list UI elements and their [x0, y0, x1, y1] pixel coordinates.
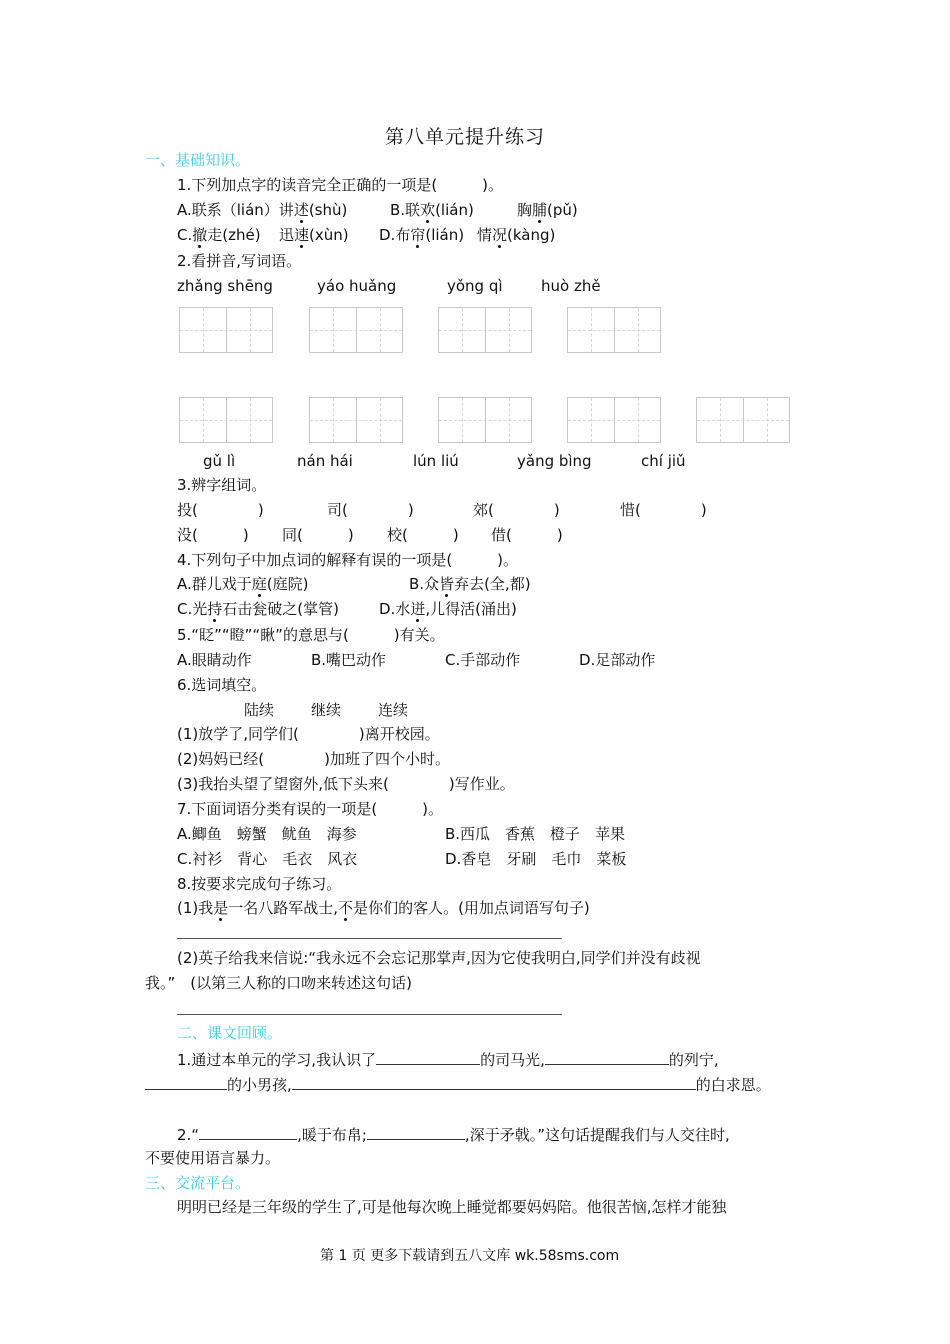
exchange-text: 明明已经是三年级的学生了,可是他每次晚上睡觉都要妈妈陪。他很苦恼,怎样才能独 [177, 1198, 727, 1216]
q6-sentence-1: (1)放学了,同学们( )离开校园。 [177, 725, 440, 743]
q4-option-c: C.光持石击瓮破之(掌管) [177, 600, 339, 618]
q7-option-d: D.香皂 牙刷 毛巾 菜板 [445, 850, 627, 868]
page-footer: 第 1 页 更多下载请到五八文库 wk.58sms.com [320, 1248, 620, 1264]
pinyin-5: gǔ lì [203, 452, 236, 470]
fill-blank[interactable] [545, 1048, 669, 1065]
q1-option-c: C.撤走(zhé) [177, 226, 261, 244]
writing-grid[interactable] [438, 397, 532, 443]
char-word-item: 司( ) [327, 501, 414, 519]
pinyin-2: yáo huǎng [317, 277, 397, 295]
q4-option-a: A.群儿戏于庭(庭院) [177, 575, 309, 593]
review-q1-line1: 1.通过本单元的学习,我认识了 的司马光, 的列宁, [177, 1048, 719, 1070]
q8-stem: 8.按要求完成句子练习。 [177, 875, 342, 893]
q6-sentence-3: (3)我抬头望了望窗外,低下头来( )写作业。 [177, 775, 515, 793]
pinyin-9: chí jiǔ [641, 452, 686, 470]
q5-option-b: B.嘴巴动作 [311, 651, 387, 669]
q1-option-d: D.布帘(lián) [379, 226, 465, 244]
answer-line[interactable] [177, 938, 562, 939]
q7-option-b: B.西瓜 香蕉 橙子 苹果 [445, 825, 626, 843]
char-word-item: 校( ) [387, 526, 459, 544]
writing-grid[interactable] [567, 397, 661, 443]
q4-option-b: B.众皆弃去(全,都) [409, 575, 531, 593]
writing-grid[interactable] [179, 397, 273, 443]
char-word-item: 郊( ) [473, 501, 560, 519]
q4-stem: 4.下列句子中加点词的解释有误的一项是( )。 [177, 551, 519, 569]
q4-option-d: D.水迸,儿得活(涌出) [379, 600, 517, 618]
fill-blank[interactable] [292, 1073, 696, 1090]
q8-sentence-2-line2: 我。” (以第三人称的口吻来转述这句话) [145, 974, 412, 992]
char-word-item: 借( ) [491, 526, 563, 544]
writing-grid[interactable] [696, 397, 790, 443]
pinyin-7: lún liú [413, 452, 459, 470]
word-choice: 陆续 [244, 701, 275, 719]
review-q2-line1: 2.“ ,暖于布帛; ,深于矛戟。”这句话提醒我们与人交往时, [177, 1123, 730, 1145]
q1-option-b: B.联欢(lián) [390, 201, 474, 219]
q1-option-d-2: 情况(kàng) [477, 226, 556, 244]
q1-stem: 1.下列加点字的读音完全正确的一项是( )。 [177, 176, 504, 194]
q2-stem: 2.看拼音,写词语。 [177, 252, 302, 270]
review-q1-line2: 的小男孩, 的白求恩。 [145, 1073, 771, 1095]
pinyin-8: yǎng bìng [517, 452, 592, 470]
q5-stem: 5.“眨”“瞪”“瞅”的意思与( )有关。 [177, 626, 445, 644]
char-word-item: 投( ) [177, 501, 264, 519]
writing-grid[interactable] [309, 397, 403, 443]
review-q2-line2: 不要使用语言暴力。 [145, 1149, 281, 1167]
q6-stem: 6.选词填空。 [177, 676, 267, 694]
section-review-heading: 二、课文回顾。 [177, 1024, 283, 1042]
q1-option-b-2: 胸脯(pǔ) [517, 201, 578, 219]
q8-sentence-1: (1)我是一名八路军战士,不是你们的客人。(用加点词语写句子) [177, 899, 590, 917]
q5-option-d: D.足部动作 [579, 651, 656, 669]
word-choice: 连续 [378, 701, 409, 719]
section-exchange-heading: 三、交流平台。 [145, 1174, 251, 1192]
q7-stem: 7.下面词语分类有误的一项是( )。 [177, 800, 444, 818]
q6-sentence-2: (2)妈妈已经( )加班了四个小时。 [177, 750, 450, 768]
q1-option-c-2: 迅速(xùn) [279, 226, 349, 244]
writing-grid[interactable] [309, 307, 403, 353]
fill-blank[interactable] [199, 1123, 297, 1140]
char-word-item: 同( ) [282, 526, 354, 544]
q5-option-a: A.眼睛动作 [177, 651, 252, 669]
writing-grid[interactable] [567, 307, 661, 353]
fill-blank[interactable] [376, 1048, 480, 1065]
fill-blank[interactable] [367, 1123, 465, 1140]
q7-option-a: A.鲫鱼 螃蟹 鱿鱼 海参 [177, 825, 357, 843]
char-word-item: 没( ) [177, 526, 249, 544]
q5-option-c: C.手部动作 [445, 651, 521, 669]
char-word-item: 惜( ) [620, 501, 707, 519]
writing-grid[interactable] [179, 307, 273, 353]
page-title: 第八单元提升练习 [385, 126, 546, 148]
pinyin-3: yǒng qì [447, 277, 503, 295]
writing-grid[interactable] [438, 307, 532, 353]
fill-blank[interactable] [145, 1073, 227, 1090]
pinyin-1: zhǎng shēng [177, 277, 273, 295]
q7-option-c: C.衬衫 背心 毛衣 风衣 [177, 850, 358, 868]
q3-stem: 3.辨字组词。 [177, 476, 267, 494]
pinyin-4: huò zhě [541, 277, 601, 295]
pinyin-6: nán hái [297, 452, 353, 470]
answer-line[interactable] [177, 1014, 562, 1015]
section-basic-knowledge-heading: 一、基础知识。 [145, 151, 251, 169]
q1-option-a: A.联系（lián）讲述(shù) [177, 201, 348, 219]
word-choice: 继续 [311, 701, 342, 719]
q8-sentence-2-line1: (2)英子给我来信说:“我永远不会忘记那掌声,因为它使我明白,同学们并没有歧视 [177, 949, 701, 967]
